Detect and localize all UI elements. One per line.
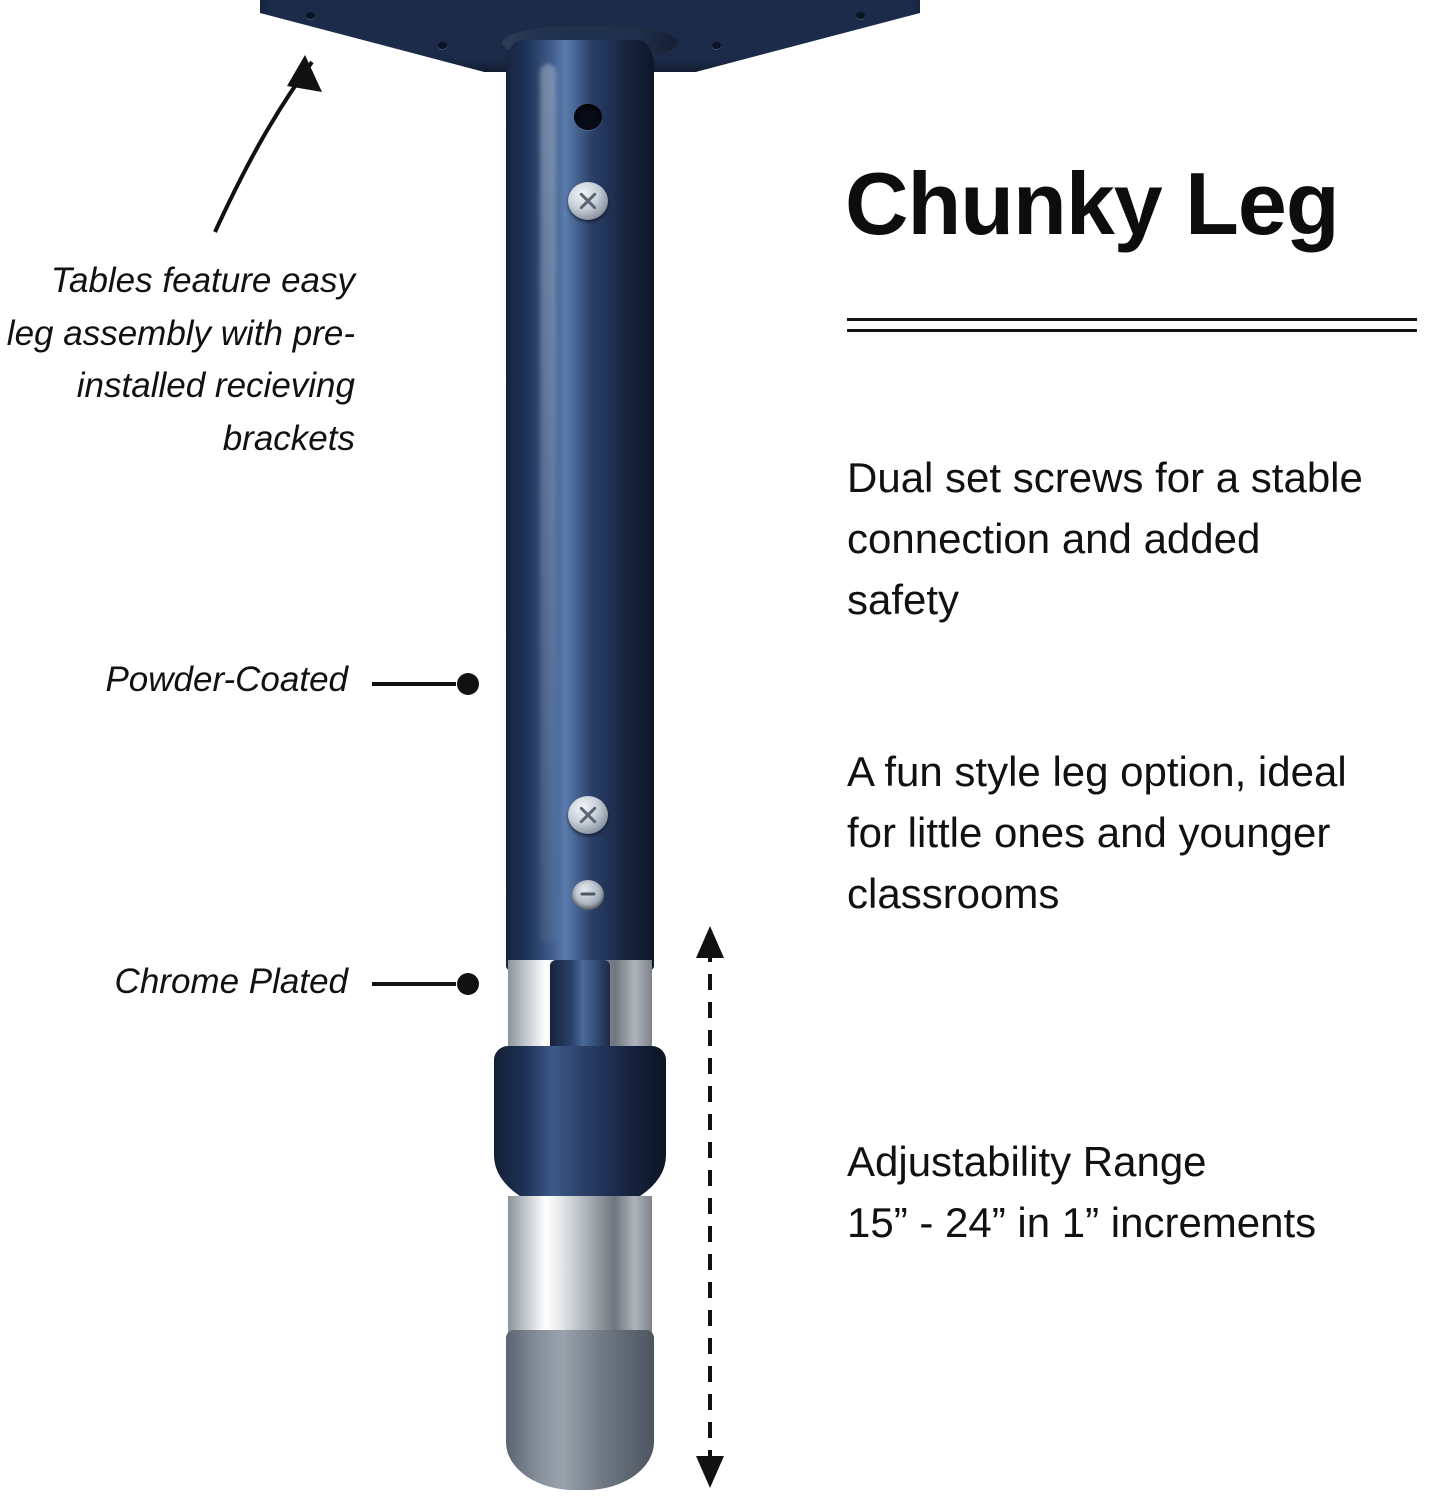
plate-hole <box>306 12 315 19</box>
plate-hole <box>438 42 447 49</box>
set-screw-lower <box>568 796 608 834</box>
plate-hole <box>712 42 721 49</box>
callout-powder-coated-label: Powder-Coated <box>105 660 348 699</box>
title-divider <box>847 318 1417 332</box>
feature-text-2: A fun style leg option, ideal for little ones and younger classrooms <box>847 748 1347 917</box>
adjustment-sleeve <box>494 1046 666 1212</box>
set-screw-upper <box>568 182 608 220</box>
product-title: Chunky Leg <box>845 154 1339 253</box>
description-panel <box>845 0 1425 1500</box>
adjustment-hole <box>574 104 602 130</box>
adjustability-block <box>847 1132 1427 1254</box>
adjustability-detail: 15” - 24” in 1” increments <box>847 1198 1317 1246</box>
set-screw-small <box>572 880 604 910</box>
callout-assembly-label: Tables feature easy leg assembly with pre-installed recieving brackets <box>6 261 355 458</box>
product-illustration <box>250 0 710 1500</box>
feature-text-1: Dual set screws for a stable connection and added safety <box>847 454 1363 623</box>
glide-foot <box>506 1330 654 1490</box>
callout-chrome-plated-label: Chrome Plated <box>114 962 348 1001</box>
adjustability-heading: Adjustability Range <box>847 1138 1207 1185</box>
